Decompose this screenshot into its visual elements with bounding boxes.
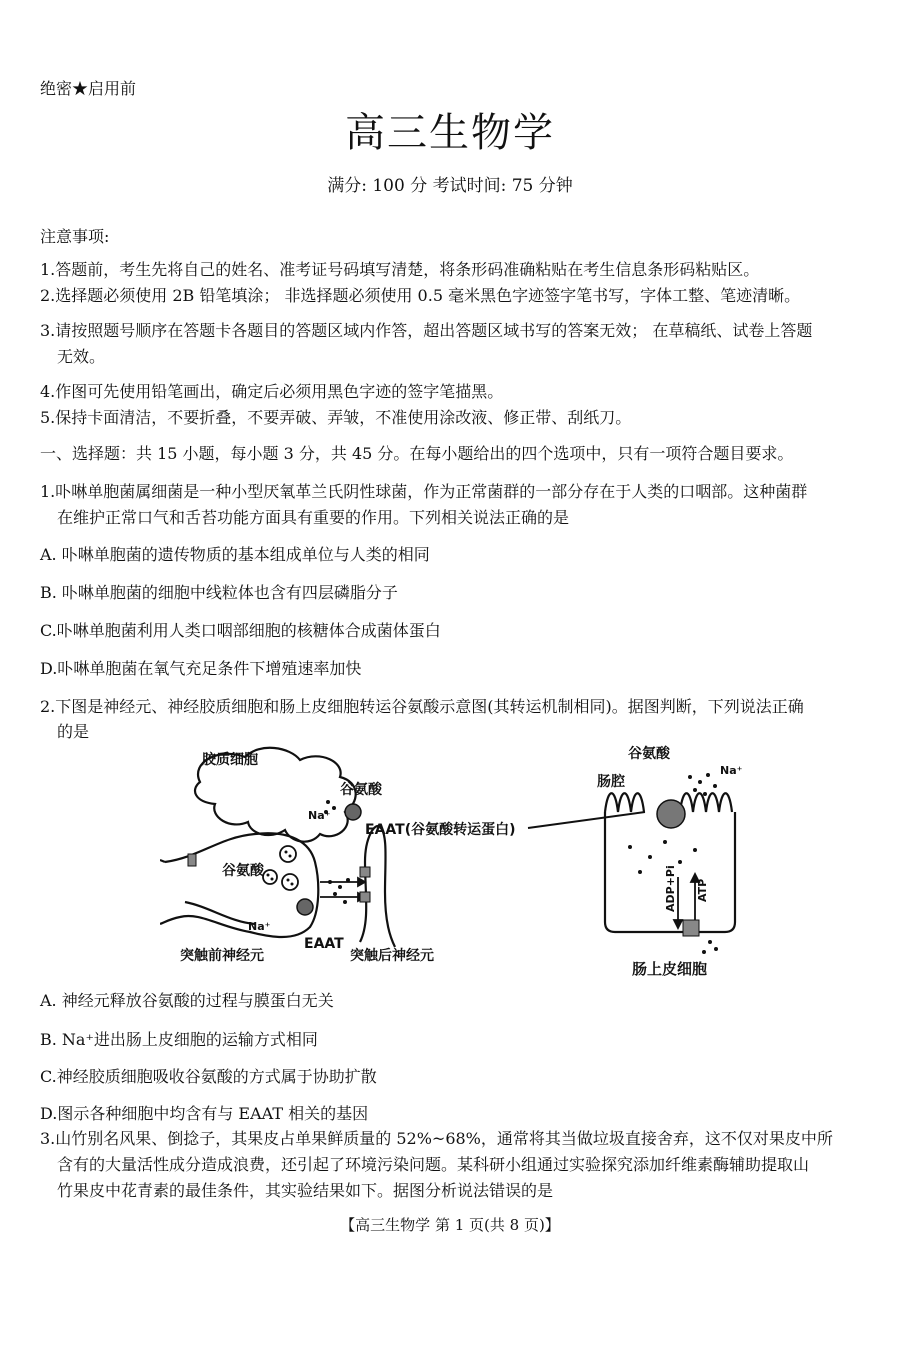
q1-option-b: B. 卟啉单胞菌的细胞中线粒体也含有四层磷脂分子 bbox=[40, 583, 398, 602]
exam-title: 高三生物学 bbox=[345, 110, 555, 156]
q3-stem-cont-2: 竹果皮中花青素的最佳条件，其实验结果如下。据图分析说法错误的是 bbox=[57, 1181, 554, 1200]
presynaptic-eaat-transporter bbox=[297, 899, 313, 915]
page-footer: 【高三生物学 第 1 页(共 8 页)】 bbox=[340, 1216, 560, 1234]
label-glial-cell: 胶质细胞 bbox=[202, 752, 258, 768]
q1-stem: 1.卟啉单胞菌属细菌是一种小型厌氧革兰氏阴性球菌，作为正常菌群的一部分存在于人类的口咽部。这种菌群 bbox=[40, 482, 808, 501]
notice-item-3-cont: 无效。 bbox=[57, 347, 106, 366]
label-na-right: Na⁺ bbox=[720, 764, 743, 777]
notice-item-1: 1.答题前，考生先将自己的姓名、准考证号码填写清楚，将条形码准确粘贴在考生信息条形码粘贴区。 bbox=[40, 260, 760, 279]
q1-option-c: C.卟啉单胞菌利用人类口咽部细胞的核糖体合成菌体蛋白 bbox=[40, 621, 441, 640]
q1-option-a: A. 卟啉单胞菌的遗传物质的基本组成单位与人类的相同 bbox=[40, 545, 430, 564]
presynaptic-lower-outline bbox=[185, 902, 255, 924]
label-glutamate-left: 谷氨酸 bbox=[222, 863, 264, 879]
notice-item-2: 2.选择题必须使用 2B 铅笔填涂； 非选择题必须使用 0.5 毫米黑色字迹签字笔书写，字体工整、笔迹清晰。 bbox=[40, 286, 801, 305]
glial-eaat-transporter bbox=[345, 804, 361, 820]
label-epithelial-cell: 肠上皮细胞 bbox=[632, 960, 708, 978]
postsynaptic-receptor-lower bbox=[360, 892, 370, 902]
glutamate-dots bbox=[324, 773, 718, 954]
q3-stem: 3.山竹别名风果、倒捻子，其果皮占单果鲜质量的 52%~68%，通常将其当做垃圾直接舍弃，这不仅对果皮中所 bbox=[40, 1129, 833, 1148]
axon-channel bbox=[188, 854, 196, 866]
label-presynaptic-neuron: 突触前神经元 bbox=[180, 948, 264, 964]
q2-option-d: D.图示各种细胞中均含有与 EAAT 相关的基因 bbox=[40, 1104, 369, 1123]
label-eaat-short: EAAT bbox=[304, 936, 344, 952]
notice-item-4: 4.作图可先使用铅笔画出，确定后必须用黑色字迹的签字笔描黑。 bbox=[40, 382, 504, 401]
label-postsynaptic-neuron: 突触后神经元 bbox=[350, 948, 434, 964]
q2-stem: 2.下图是神经元、神经胶质细胞和肠上皮细胞转运谷氨酸示意图(其转运机制相同)。据图判断，下列说法正确 bbox=[40, 697, 804, 716]
confidential-mark: 绝密★启用前 bbox=[40, 79, 137, 98]
q3-stem-cont-1: 含有的大量活性成分造成浪费，还引起了环境污染问题。某科研小组通过实验探究添加纤维素酶辅助提取山 bbox=[57, 1155, 810, 1174]
na-k-pump bbox=[683, 920, 699, 936]
eaat-pointer-line bbox=[528, 812, 645, 828]
exam-subtitle: 满分: 100 分 考试时间: 75 分钟 bbox=[327, 176, 573, 196]
q1-stem-cont: 在维护正常口气和舌苔功能方面具有重要的作用。下列相关说法正确的是 bbox=[57, 508, 570, 527]
notice-item-3: 3.请按照题号顺序在答题卡各题目的答题区域内作答，超出答题区域书写的答案无效； 在草稿纸、试卷上答题 bbox=[40, 321, 813, 340]
label-atp: ATP bbox=[696, 878, 709, 902]
q2-option-c: C.神经胶质细胞吸收谷氨酸的方式属于协助扩散 bbox=[40, 1067, 377, 1086]
label-intestinal-lumen: 肠腔 bbox=[597, 774, 625, 790]
notice-item-5: 5.保持卡面清洁，不要折叠，不要弄破、弄皱，不准使用涂改液、修正带、刮纸刀。 bbox=[40, 408, 632, 427]
label-adp-pi: ADP+Pi bbox=[664, 865, 677, 912]
postsynaptic-neuron-outline bbox=[360, 826, 395, 947]
label-glutamate-right: 谷氨酸 bbox=[628, 746, 670, 762]
label-na-left: Na⁺ bbox=[248, 920, 271, 933]
notice-heading: 注意事项: bbox=[40, 227, 110, 246]
flow-arrows bbox=[320, 874, 699, 928]
q2-option-a: A. 神经元释放谷氨酸的过程与膜蛋白无关 bbox=[40, 991, 334, 1010]
label-eaat-transporter: EAAT(谷氨酸转运蛋白) bbox=[365, 822, 516, 838]
section-heading: 一、选择题：共 15 小题，每小题 3 分，共 45 分。在每小题给出的四个选项中，只有一项符合题目要求。 bbox=[40, 444, 794, 463]
label-glutamate-top: 谷氨酸 bbox=[340, 782, 382, 798]
epithelial-eaat-transporter bbox=[657, 800, 685, 828]
q2-option-b: B. Na⁺进出肠上皮细胞的运输方式相同 bbox=[40, 1030, 318, 1049]
postsynaptic-receptor-upper bbox=[360, 867, 370, 877]
q1-option-d: D.卟啉单胞菌在氧气充足条件下增殖速率加快 bbox=[40, 659, 362, 678]
glutamate-transport-diagram bbox=[160, 742, 760, 982]
label-na-top: Na⁺ bbox=[308, 809, 331, 822]
q2-stem-cont: 的是 bbox=[57, 722, 90, 741]
